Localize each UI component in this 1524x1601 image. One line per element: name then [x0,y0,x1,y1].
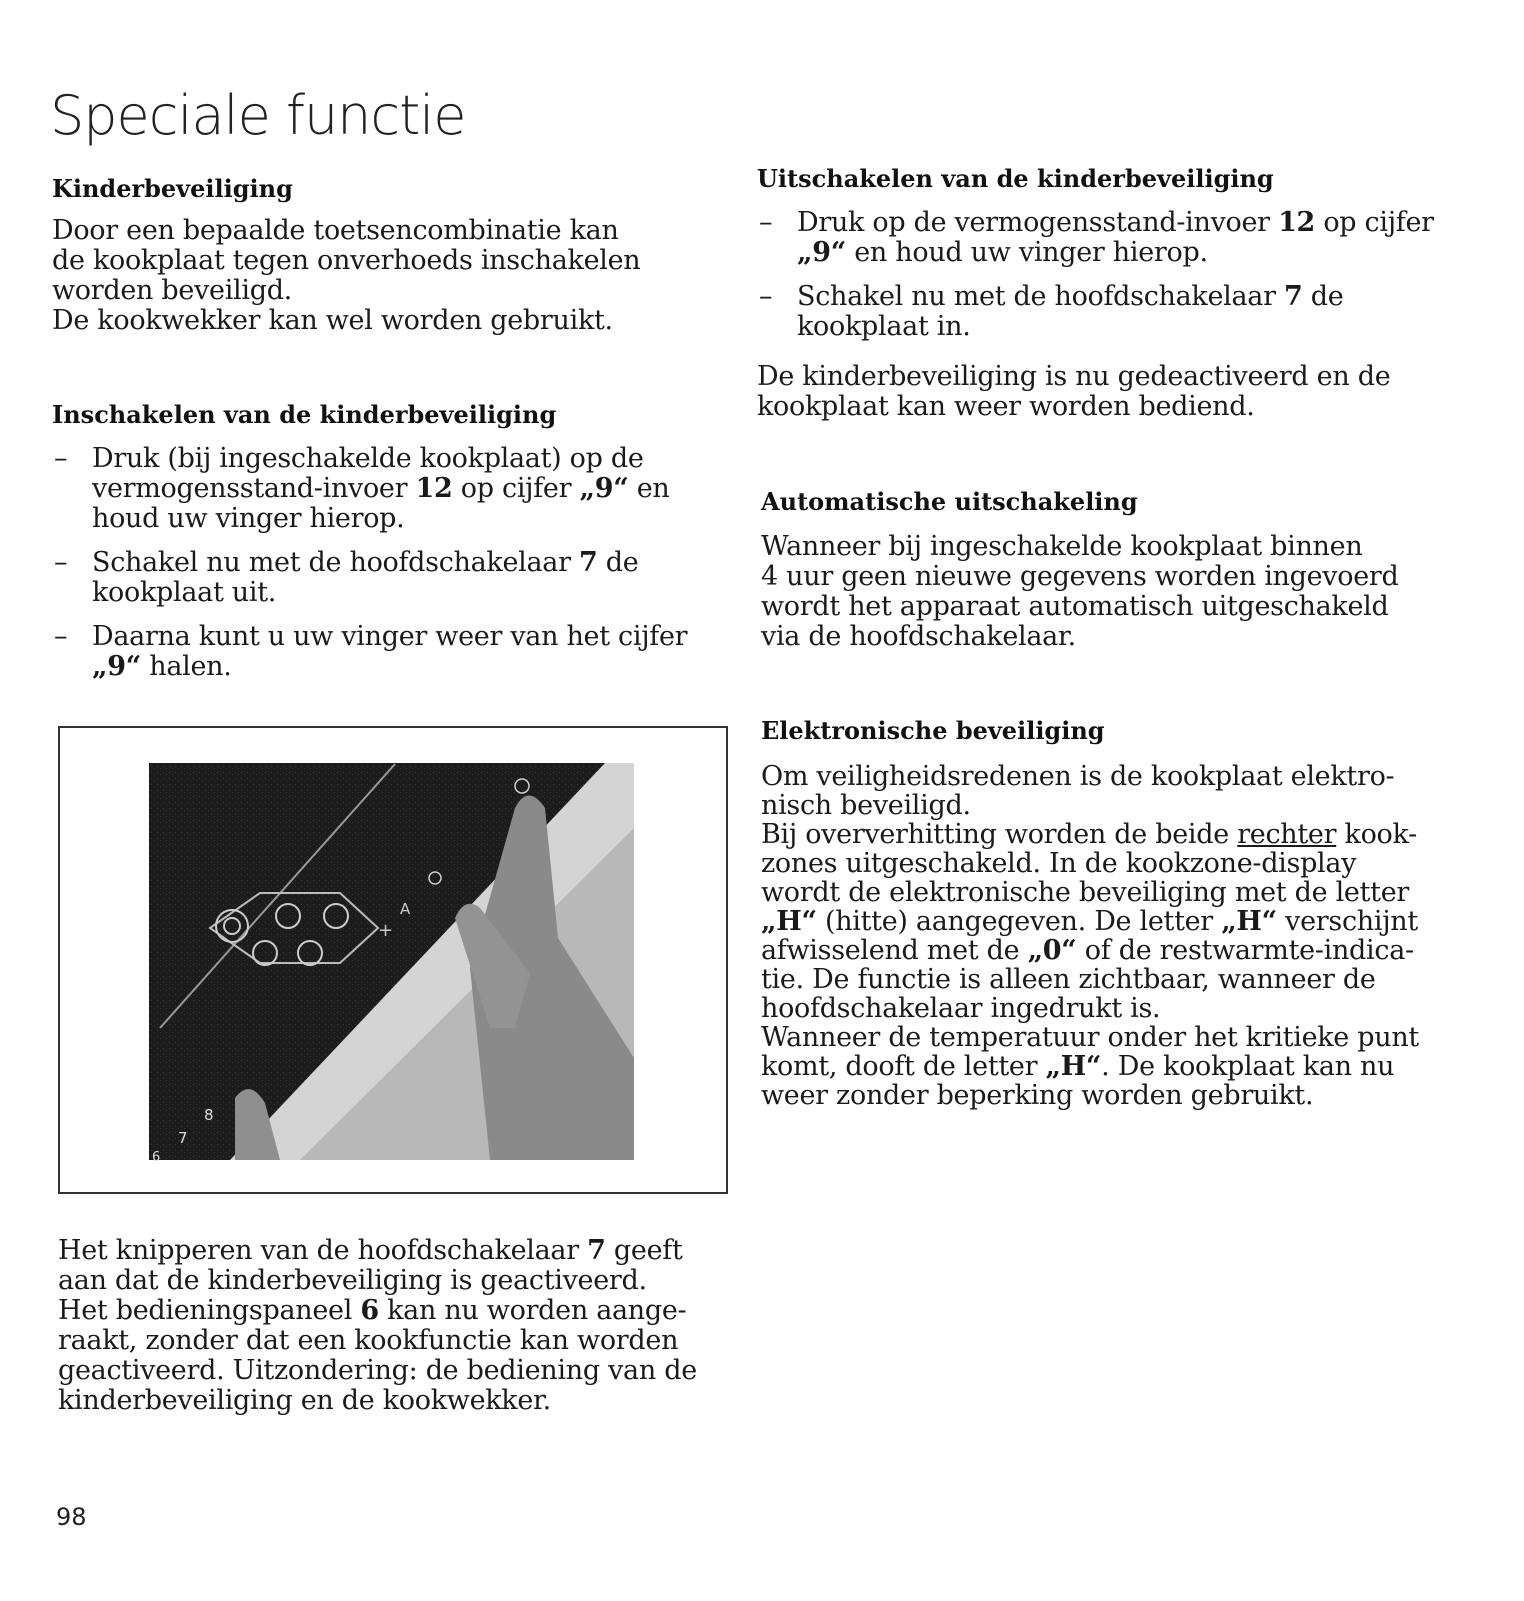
page-number: 98 [56,1503,87,1531]
automatic-paragraph [761,532,1441,652]
intro-paragraph [52,216,692,336]
control-panel-illustration [60,728,726,1192]
label-a: A [400,900,411,918]
step-item: – Schakel nu met de hoofdschakelaar 7 de kookplaat in. [757,282,1437,342]
intro-line: De kookwekker kan wel worden gebruikt. [52,305,613,336]
heading-kinderbeveiliging: Kinderbeveiliging [52,174,293,203]
automatic-line: 4 uur geen nieuwe gegevens worden ingevoerd [761,561,1399,592]
label-8: 8 [204,1106,214,1124]
label-6: 6 [152,1150,161,1165]
step-item: – Schakel nu met de hoofdschakelaar 7 de kookplaat uit. [52,548,692,608]
automatic-line: via de hoofdschakelaar. [761,621,1076,652]
panel-text: Het bedieningspaneel 6 kan nu worden aange-raakt, zonder dat een kookfunctie kan worden geactiveerd. Uitzondering: de bediening van de kinderbeveiliging en de kookwekker. [58,1295,697,1416]
deactivated-paragraph: De kinderbeveiliging is nu gedeactiveerd en de kookplaat kan weer worden bediend. [757,361,1391,422]
label-7: 7 [178,1129,188,1147]
heading-uitschakelen: Uitschakelen van de kinderbeveiliging [757,164,1274,193]
heading-inschakelen: Inschakelen van de kinderbeveiliging [52,400,557,429]
automatic-line: Wanneer bij ingeschakelde kookplaat binnen [761,531,1363,562]
uitschakelen-steps [757,208,1437,356]
control-panel-figure [58,726,728,1194]
electronic-text: Wanneer de temperatuur onder het kritieke punt komt, dooft de letter „H“. De kookplaat kan nu weer zonder beperking worden gebruikt. [761,1022,1419,1111]
step-item: – Druk (bij ingeschakelde kookplaat) op de vermogensstand-invoer 12 op cijfer „9“ en houd uw vinger hierop. [52,444,692,534]
intro-line: Door een bepaalde toetsencombinatie kan [52,215,619,246]
electronic-text: Bij oververhitting worden de beide rechter kook-zones uitgeschakeld. In de kookzone-display wordt de elektronische beveiliging met de letter „H“ (hitte) aangegeven. De letter „H“ verschijnt afwisselend met de „0“ of de restwarmte-indica-tie. De functie is alleen zichtbaar, wanneer de hoofdschakelaar ingedrukt is. [761,819,1418,1024]
electronic-text: Om veiligheidsredenen is de kookplaat elektro-nisch beveiligd. [761,761,1395,821]
electronic-paragraph [761,762,1441,1110]
step-item: – Druk op de vermogensstand-invoer 12 op cijfer „9“ en houd uw vinger hierop. [757,208,1437,268]
heading-elektronische: Elektronische beveiliging [761,716,1105,745]
activation-text: Het knipperen van de hoofdschakelaar 7 geeft aan dat de kinderbeveiliging is geactiveerd. [58,1235,683,1296]
page-title: Speciale functie [50,84,466,147]
heading-automatische: Automatische uitschakeling [761,487,1138,516]
automatic-line: wordt het apparaat automatisch uitgeschakeld [761,591,1389,622]
intro-line: de kookplaat tegen onverhoeds inschakelen [52,245,641,276]
inschakelen-steps [52,444,692,696]
activation-paragraph [58,1236,708,1416]
intro-line: worden beveiligd. [52,275,292,306]
label-plus: + [378,920,394,941]
step-item: – Daarna kunt u uw vinger weer van het cijfer „9“ halen. [52,622,692,682]
